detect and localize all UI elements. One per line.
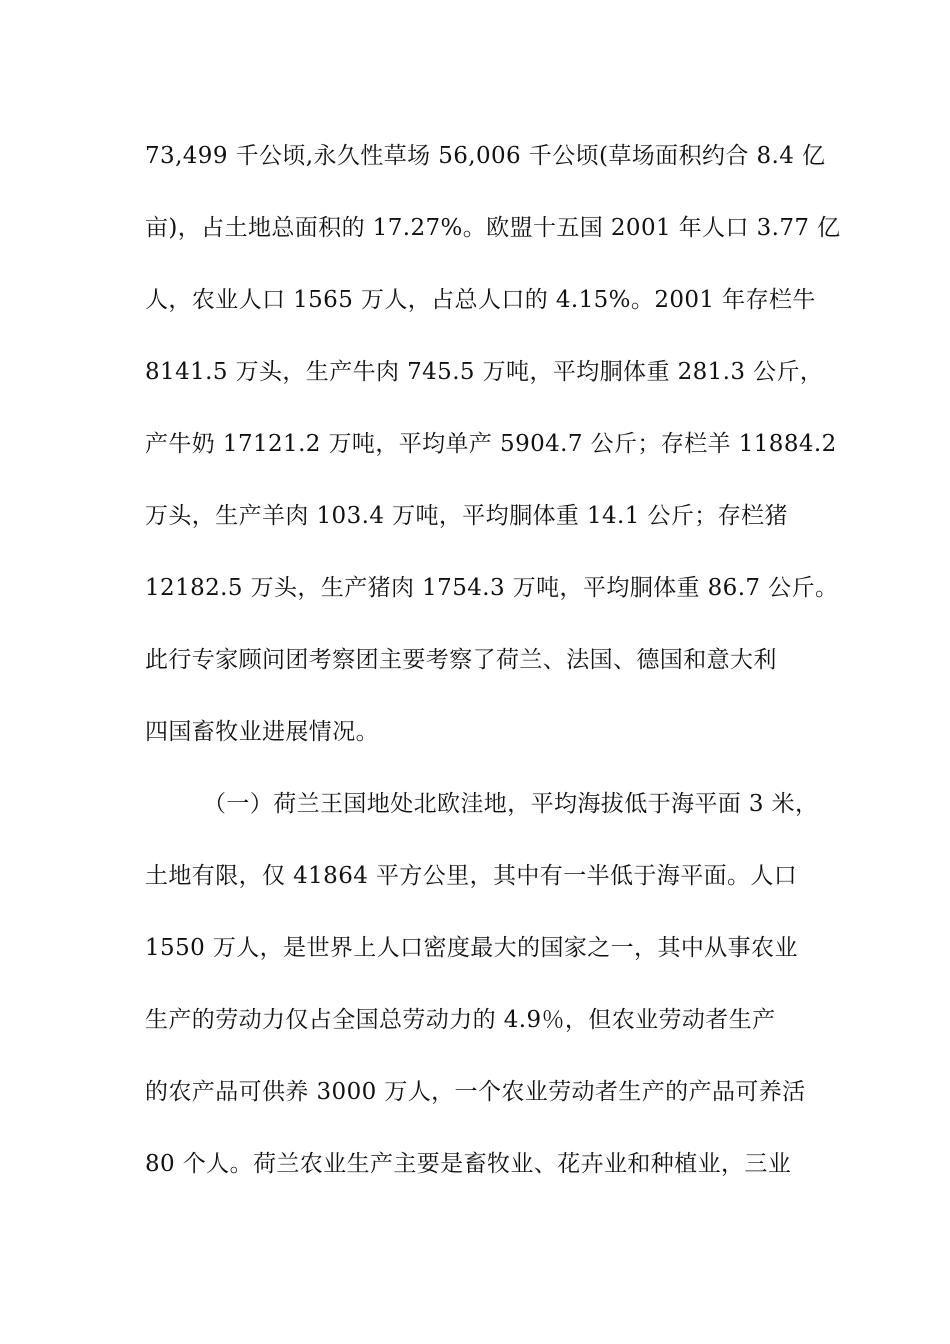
text-line-9: 四国畜牧业进展情况。	[145, 719, 379, 745]
text-line-1: 73,499 千公顷,永久性草场 56,006 千公顷(草场面积约合 8.4 亿	[145, 143, 826, 169]
text-line-4: 8141.5 万头，生产牛肉 745.5 万吨，平均胴体重 281.3 公斤，	[145, 359, 824, 385]
text-line-15: 80 个人。荷兰农业生产主要是畜牧业、花卉业和种植业，三业	[145, 1151, 792, 1177]
text-line-14: 的农产品可供养 3000 万人，一个农业劳动者生产的产品可养活	[145, 1079, 806, 1105]
text-line-12: 1550 万人，是世界上人口密度最大的国家之一，其中从事农业	[145, 935, 798, 961]
text-line-5: 产牛奶 17121.2 万吨，平均单产 5904.7 公斤；存栏羊 11884.2	[145, 431, 837, 457]
text-line-11: 土地有限，仅 41864 平方公里，其中有一半低于海平面。人口	[145, 863, 798, 889]
text-line-2: 亩)，占土地总面积的 17.27%。欧盟十五国 2001 年人口 3.77 亿	[145, 215, 841, 241]
text-line-6: 万头，生产羊肉 103.4 万吨，平均胴体重 14.1 公斤；存栏猪	[145, 503, 788, 529]
text-line-13: 生产的劳动力仅占全国总劳动力的 4.9％，但农业劳动者生产	[145, 1007, 776, 1033]
text-line-8: 此行专家顾问团考察团主要考察了荷兰、法国、德国和意大利	[145, 647, 777, 673]
text-line-3: 人，农业人口 1565 万人，占总人口的 4.15%。2001 年存栏牛	[145, 287, 816, 313]
text-line-10: （一）荷兰王国地处北欧洼地，平均海拔低于海平面 3 米，	[203, 791, 819, 817]
text-line-7: 12182.5 万头，生产猪肉 1754.3 万吨，平均胴体重 86.7 公斤。	[145, 575, 839, 601]
